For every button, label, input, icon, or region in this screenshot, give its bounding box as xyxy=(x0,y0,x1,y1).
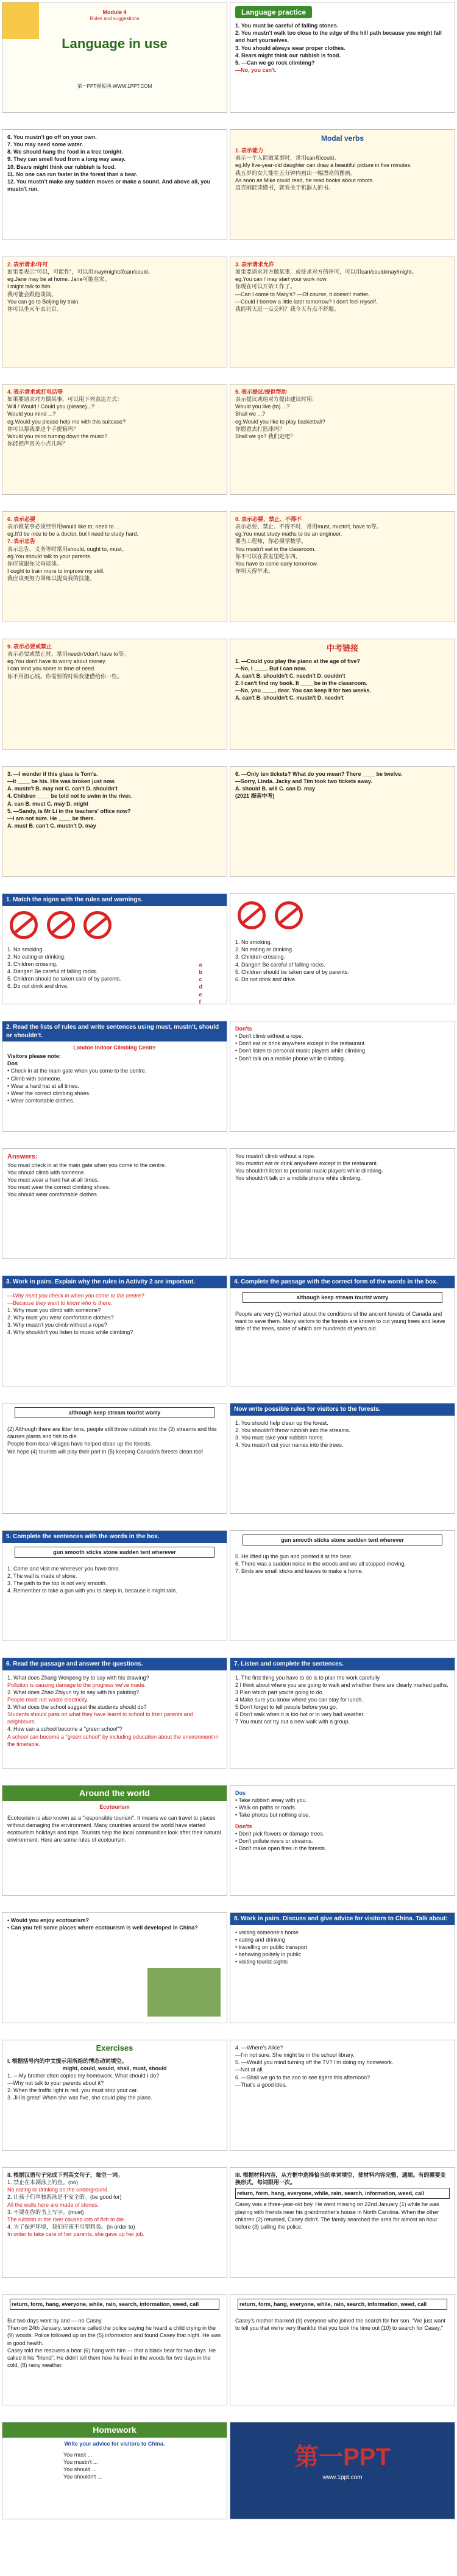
text-line: 3. 表示请求允许 xyxy=(235,261,275,268)
slide-title: Language practice xyxy=(235,6,312,18)
word-box: gun smooth sticks stone sudden tent wherever xyxy=(243,1535,442,1545)
answer-line: You must wear the correct climbing shoes. xyxy=(7,1184,110,1191)
text-line: 3. You should always wear proper clothes. xyxy=(235,44,345,51)
exercise-line: 4. —Where's Alice? xyxy=(235,2045,283,2051)
rule-item: 5. Children should be taken care of by parents. xyxy=(235,968,349,975)
answer-mark: a xyxy=(199,962,202,968)
text-line: 8. We should hang the food in a tree tonight. xyxy=(7,149,123,155)
question-line: 2. Why must you wear comfortable clothes? xyxy=(7,1314,114,1321)
site-credit: 第一PPT模板网-WWW.1PPT.COM xyxy=(77,83,152,89)
text-line: Would you mind ...? xyxy=(7,411,56,417)
word-box: return, form, hang, everyone, while, rain, search, information, weed, call xyxy=(238,2299,447,2310)
slide-permission xyxy=(230,257,455,367)
text-line: 你应该跟你父母谈谈。 xyxy=(7,560,63,567)
slide-title: Around the world xyxy=(2,1786,227,1801)
text-line: A. can't B. shouldn't C. mustn't D. needn't xyxy=(235,695,344,701)
text-line: eg.You should talk to your parents. xyxy=(7,553,92,559)
slide-match-signs xyxy=(2,893,227,1004)
slide-climbing-donts xyxy=(230,1021,455,1132)
rule-item: 4. Danger! Be careful of falling rocks. xyxy=(235,961,325,968)
exercise-line: 4. 为了保护环境，我们应该不用塑料袋。(in order to) xyxy=(7,2223,135,2230)
question-line: 1. Why must you climb with someone? xyxy=(7,1307,101,1313)
text-line: 6. You mustn't go off on your own. xyxy=(7,134,97,140)
answer-mark: e xyxy=(199,991,202,998)
slide-homework xyxy=(2,2422,227,2519)
text-line: 我应该更努力训练以提高我的技能。 xyxy=(7,575,96,582)
text-line: 你不可以在教室里吃东西。 xyxy=(235,553,302,559)
text-line: 如果要请求对方做某事，或征求对方的许可，可以用can/could/may/might。 xyxy=(235,269,417,275)
text-line: A. must B. can't C. mustn't D. may xyxy=(7,822,96,829)
slide-cloze-3 xyxy=(230,2294,455,2405)
text-line: A. mustn't B. may not C. can't D. shouldn't xyxy=(7,786,118,792)
instruction-line: I. 根据括号内的中文提示用所给的情态动词填空。 xyxy=(7,2057,127,2064)
slide-title: 1. Match the signs with the rules and warnings. xyxy=(2,894,227,906)
text-line: 我五岁的女儿能在五分钟内画出一幅漂亮的图画。 xyxy=(235,169,356,176)
text-line: 你明天得早来。 xyxy=(235,567,274,574)
text-line: Would you like (to) ...? xyxy=(235,403,290,410)
answer-line: You must check in at the main gate when you come to the centre. xyxy=(7,1162,166,1168)
text-line: 迈克刚能读懂书，就看关于机器人的书。 xyxy=(235,184,335,191)
slide-title: Homework xyxy=(2,2422,227,2438)
rule-item: • Don't make open fires in the forests. xyxy=(235,1845,327,1851)
rule-item: • Wear a hard hat at all times. xyxy=(7,1082,80,1089)
passage-text: Casey told the rescuers a bear (6) hang with him — that a black bear for two days. He called it his "friend". He didn't tell them how he lived in the woods for two days in the cold, (8) rainy weather. xyxy=(7,2347,216,2368)
exercise-line: 2. 让孩子们单独游泳是不安全的。(be good for) xyxy=(7,2194,122,2201)
answers-title: Answers: xyxy=(7,1153,38,1160)
slide-title: 6. Read the passage and answer the questions. xyxy=(2,1658,227,1670)
text-line: You can go to Beijing by train. xyxy=(7,298,80,305)
answer-line: People must not waste electricity. xyxy=(7,1696,88,1703)
module-label: Module 4 xyxy=(102,9,127,15)
instruction-line: II. 根据汉语句子完成下列英文句子，每空一词。 xyxy=(7,2172,124,2178)
text-line: 9. They can smell food from a long way away. xyxy=(7,156,126,163)
donts-label: Don'ts xyxy=(235,1823,252,1829)
text-line: eg.Would you like to play basketball? xyxy=(235,418,325,425)
rule-item: • Don't listen to personal music players while climbing. xyxy=(235,1048,367,1054)
text-line: I can lend you some in time of need. xyxy=(7,665,96,672)
slide-title xyxy=(2,2,227,113)
topic-item: • visiting someone's home xyxy=(235,1929,299,1936)
passage-text: Casey was a three-year-old boy. He went missing on 22nd January (1) while he was playing with friends near his grandmother's house in North Carolina. When the other children (2) returned, Casey didn't. The family searched the area for almost an hour before (3) calling the police. xyxy=(235,2201,439,2230)
slide-exam-link xyxy=(230,639,455,750)
rule-item: • Don't pollute rivers or streams. xyxy=(235,1837,313,1844)
slide-title: 2. Read the lists of rules and write sentences using must, mustn't, should or shouldn't. xyxy=(2,1021,227,1041)
text-line: 你愿意去打篮球吗？ xyxy=(235,425,285,432)
text-line: —No, you can't. xyxy=(235,67,277,74)
sentence-line: 5. He lifted up the gun and pointed it at the bear. xyxy=(235,1553,353,1560)
text-line: 如果要请求对方做某事，可以用下列表达方式： xyxy=(7,396,123,403)
sentence-line: 4. Remember to take a gun with you to sleep in, because it might rain. xyxy=(7,1588,177,1594)
slide-needn't xyxy=(2,639,227,750)
text-line: 你可以帮我拿这个手提箱吗？ xyxy=(7,425,79,432)
answer-line: You mustn't eat or drink anywhere except in the restaurant. xyxy=(235,1160,378,1167)
prompt-line: You mustn't ... xyxy=(63,2459,98,2466)
text-line: You have to come early tomorrow. xyxy=(235,560,318,567)
answer-line: The rubbish in the river caused lots of fish to die. xyxy=(7,2216,126,2223)
slide-exam-3 xyxy=(230,766,455,877)
question-line: 3. Why mustn't you climb without a rope? xyxy=(7,1322,107,1329)
rule-line: 2. You shouldn't throw rubbish into the streams. xyxy=(235,1427,350,1433)
question-line: 3. What does the school suggest the students should do? xyxy=(7,1704,147,1711)
text-line: 11. No one can run faster in the forest than a bear. xyxy=(7,171,138,177)
passage-text: Casey's mother thanked (9) everyone who joined the search for her son. "We just want to tell you that we're very thankful that you took the time out (10) to search for Casey." xyxy=(235,2318,445,2332)
question-line: • Can you tell some places where ecotourism is well developed in China? xyxy=(7,1925,198,1931)
text-line: 12. You mustn't make any sudden moves or make a sound. And above all, you mustn't run. xyxy=(7,178,211,192)
prompt-line: You should ... xyxy=(63,2466,97,2473)
text-line: 2. You mustn't walk too close to the edge of the hill path because you might fall and hurt yourselves. xyxy=(235,30,442,44)
slide-climbing-rules xyxy=(2,1021,227,1132)
slide-exercises xyxy=(2,2040,227,2151)
text-line: I ought to train more to improve my skill. xyxy=(7,567,105,574)
text-line: 表示忠告，义务等时常用should, ought to, must。 xyxy=(7,545,127,552)
brand-site: www.1ppt.com xyxy=(322,2474,363,2481)
no-smoking-sign-icon xyxy=(10,911,38,939)
slide-explain-rules xyxy=(2,1276,227,1386)
sentence-line: 3. The path to the top is not very smooth. xyxy=(7,1580,107,1586)
section-subtitle: Ecotourism xyxy=(99,1803,130,1810)
rule-item: 4. Danger! Be careful of falling rocks. xyxy=(7,968,97,975)
passage-text: Then on 24th January, someone called the police saying he heard a child crying in the (9) woods. Police followed up on the (5) information and found Casey that night. He was in good health. xyxy=(7,2325,221,2346)
sentence-line: 2 I think about where you are going to walk and whether there are clearly marked paths. xyxy=(235,1681,448,1688)
text-line: A. should B. will C. can D. may xyxy=(235,786,316,792)
slide-title: 8. Work in pairs. Discuss and give advice for visitors to China. Talk about: xyxy=(230,1913,455,1925)
text-line: 6. —Only ten tickets? What do you mean? There ____ be twelve. xyxy=(235,771,403,777)
text-line: eg.My five-year-old daughter can draw a beautiful picture in five minutes. xyxy=(235,162,412,169)
exercise-line: 6. —Shall we go to the zoo to see tigers this afternoon? xyxy=(235,2074,370,2081)
text-line: 7. 表示忠告 xyxy=(7,538,36,545)
prompt-line: You must ... xyxy=(63,2452,93,2458)
centre-name: London Indoor Climbing Centre xyxy=(73,1045,156,1051)
slide-request-phone xyxy=(2,384,227,495)
word-box: although keep stream tourist worry xyxy=(243,1292,442,1303)
text-line: A. can B. must C. may D. might xyxy=(7,800,89,807)
slide-signs-2 xyxy=(230,893,455,1004)
instruction-line: III. 根据材料内容，从方框中选择恰当的单词填空，使材料内容完整，通顺。有的需要变换形式，每词限用一次。 xyxy=(235,2172,446,2186)
rule-item: 5. Children should be taken care of by parents. xyxy=(7,976,121,982)
text-line: 5. 表示提议/提供帮助 xyxy=(235,389,287,395)
text-line: 1. —Could you play the piano at the age of five? xyxy=(235,658,361,664)
word-box: although keep stream tourist worry xyxy=(15,1407,214,1418)
answer-mark: c xyxy=(199,976,202,983)
text-line: 5. —Can we go rock climbing? xyxy=(235,59,315,66)
text-line: 2. 表示请求/许可 xyxy=(7,261,48,268)
slide-cloze xyxy=(230,2167,455,2278)
exercise-line: 3. Jill is great! When she was five, she could play the piano. xyxy=(7,2095,152,2101)
word-box: return, form, hang, everyone, while, rain, search, information, weed, call xyxy=(10,2299,219,2310)
text-line: (2021 海南中考) xyxy=(235,793,275,800)
donts-label: Don'ts xyxy=(235,1026,252,1032)
text-line: —No, you ____, dear. You can keep it for two weeks. xyxy=(235,687,371,694)
answer-line: All the walls here are made of stones. xyxy=(7,2201,99,2208)
passage-text: People are very (1) worried about the conditions of the ancient forests of Canada and want to save them. Many visitors to the forests are known to cut young trees and leave little of the trees, some of which are hundreds of years old. xyxy=(235,1310,445,1332)
answer-line: You shouldn't talk on a mobile phone while climbing. xyxy=(235,1175,362,1182)
topic-item: • visiting tourist sights xyxy=(235,1959,288,1965)
rule-item: 1. No smoking. xyxy=(7,946,44,953)
slide-exercises-2 xyxy=(230,2040,455,2151)
exercise-line: 1. 禁止在本湖泳上钓鱼。(no) xyxy=(7,2179,79,2186)
slide-complete-sentences xyxy=(2,1530,227,1641)
slide-eco-questions xyxy=(2,1912,227,2023)
rule-item: • Take photos but nothing else. xyxy=(235,1812,310,1818)
slide-ppt-brand xyxy=(230,2422,455,2519)
rule-line: 3. You must take your rubbish home. xyxy=(235,1434,325,1441)
topic-item: • behaving politely in public xyxy=(235,1951,302,1957)
slide-around-world xyxy=(2,1785,227,1896)
slide-exam-2 xyxy=(2,766,227,877)
rule-item: • Don't eat or drink anywhere except in the restaurant. xyxy=(235,1040,366,1047)
text-line: 4. Bears might think our rubbish is food. xyxy=(235,52,341,59)
text-line: 3. —I wonder if this glass is Tom's. xyxy=(7,771,98,777)
slide-must xyxy=(230,511,455,622)
text-line: 表示一个人能做某事时，常用can和could。 xyxy=(235,155,340,161)
text-line: eg.Jane may be at home. Jane可能在家。 xyxy=(7,276,110,283)
homework-task: Write your advice for visitors to China. xyxy=(64,2440,165,2447)
text-line: —Could I borrow a little later tomorrow? I don't feel myself. xyxy=(235,298,378,305)
sentence-line: 6 Don't walk when it is too hot or in very bad weather. xyxy=(235,1711,365,1718)
rule-line: 4. You mustn't cut your names into the trees. xyxy=(235,1441,344,1448)
rule-item: 6. Do not drink and drive. xyxy=(235,976,297,982)
slide-title: Exercises xyxy=(96,2043,133,2053)
text-line: A. can't B. shouldn't C. needn't D. couldn't xyxy=(235,672,345,679)
slide-title: 5. Complete the sentences with the words in the box. xyxy=(2,1531,227,1543)
text-line: 你可以坐火车去北京。 xyxy=(7,305,63,312)
answer-line: In order to take care of her parents, she gave up her job. xyxy=(7,2231,145,2238)
slide-sentences xyxy=(2,129,227,240)
slide-answers-2 xyxy=(230,1148,455,1259)
question-line: 4. How can a school become a "green school"? xyxy=(7,1726,122,1733)
rule-item: • Don't climb without a rope. xyxy=(235,1033,303,1040)
slide-cloze-2 xyxy=(2,2294,227,2405)
topic-item: • travelling on public transport xyxy=(235,1943,308,1950)
slide-title: 4. Complete the passage with the correct form of the words in the box. xyxy=(230,1276,455,1288)
example-line: —Because they want to know who is there. xyxy=(7,1299,113,1306)
text-line: I might talk to him. xyxy=(7,283,52,290)
sentence-line: 5 Don't forget to tell people before you go. xyxy=(235,1704,338,1711)
slide-listen-complete xyxy=(230,1658,455,1769)
exercise-line: —I'm not sure. She might be in the school library. xyxy=(235,2052,355,2059)
word-box: return, form, hang, everyone, while, rain, search, information, weed, call xyxy=(235,2188,450,2199)
answer-line: You shouldn't listen to personal music players while climbing. xyxy=(235,1168,383,1174)
passage-text: People from local villages have helped clean up the forests. xyxy=(7,1441,152,1447)
answer-line: Pollution is causing damage to the progress we've made. xyxy=(7,1681,146,1688)
slide-read-passage xyxy=(2,1658,227,1769)
answer-line: Students should pass on what they have learnt in school to their parents and neighbours. xyxy=(7,1711,193,1725)
slide-title: 7. Listen and complete the sentences. xyxy=(230,1658,455,1670)
text-line: —Can I come to Mary's? —Of course, it doesn't matter. xyxy=(235,291,370,297)
question-line: 2. What does Zhao Zhiyun try to say with his painting? xyxy=(7,1689,140,1695)
prompt-line: You shouldn't ... xyxy=(63,2474,102,2480)
text-line: 10. Bears might think our rubbish is food. xyxy=(7,163,116,170)
corner-decoration xyxy=(2,2,39,39)
rule-line: 1. You should help clean up the forest. xyxy=(235,1419,328,1426)
answer-mark: b xyxy=(199,969,202,976)
text-line: 5. —Sandy, is Mr Li in the teachers' office now? xyxy=(7,807,131,814)
text-line: 9. 表示必要或禁止 xyxy=(7,644,52,650)
rule-item: • Walk on paths or roads. xyxy=(235,1804,297,1811)
passage-text: We hope (4) tourists will play their part in (5) keeping Canada's forests clean too! xyxy=(7,1448,204,1455)
text-line: Shall we ...? xyxy=(235,411,266,417)
page-title: Language in use xyxy=(62,35,168,51)
text-line: —No, I ____. But I can now. xyxy=(235,665,306,672)
slide-answers xyxy=(2,1148,227,1259)
text-line: —I am not sure. He ____ be there. xyxy=(7,815,96,821)
slide-language-practice xyxy=(230,2,455,113)
text-line: 表示做某事必须经常用would like to; need to ... xyxy=(7,523,120,530)
slide-title: 3. Work in pairs. Explain why the rules in Activity 2 are important. xyxy=(2,1276,227,1288)
exercise-line: 1. —My brother often copies my homework. What should I do? xyxy=(7,2072,160,2079)
exercise-line: —Not at all. xyxy=(235,2067,264,2073)
slide-title: Now write possible rules for visitors to the forests. xyxy=(230,1403,455,1416)
word-list: might, could, would, shall, must, should xyxy=(62,2065,167,2071)
sentence-line: 4 Make sure you know where you can stay for lunch. xyxy=(235,1696,363,1703)
topic-item: • eating and drinking xyxy=(235,1936,285,1943)
sentence-line: 7. Birds are small sticks and leaves to make a home. xyxy=(235,1568,364,1575)
answer-line: You must wear a hard hat at all times. xyxy=(7,1177,99,1183)
word-box: gun smooth sticks stone sudden tent wherever xyxy=(15,1547,214,1558)
text-line: 你现在可以开始工作了。 xyxy=(235,283,296,290)
text-line: —Sorry, Linda. Jacky and Tim took two tickets away. xyxy=(235,778,372,785)
slide-modal-verbs xyxy=(230,129,455,240)
passage-text: (2) Although there are litter bins, people still throw rubbish into the (3) streams and this causes plants and fish to die. xyxy=(7,1426,217,1440)
slide-forest-rules xyxy=(230,1403,455,1514)
text-line: Will / Would / Could you (please)...? xyxy=(7,403,94,410)
text-line: eg.You must study maths to be an engineer. xyxy=(235,531,342,538)
slide-title: 中考链接 xyxy=(326,644,358,653)
exercise-line: —Why not talk to your parents about it? xyxy=(7,2079,104,2086)
text-line: Would you mind turning down the music? xyxy=(7,433,108,439)
slide-request xyxy=(2,257,227,367)
warning-sign-icon xyxy=(238,901,266,929)
text-line: 4. Children ____ be told not to swim in the river. xyxy=(7,793,132,800)
slide-eco-rules xyxy=(230,1785,455,1896)
text-line: 你不用担心钱。你需要的时候我能借给你一些。 xyxy=(7,673,123,679)
children-crossing-sign-icon xyxy=(275,901,303,929)
text-line: 表示提议或给对方提出建议时用: xyxy=(235,396,314,403)
rule-item: • Don't talk on a mobile phone while climbing. xyxy=(235,1055,345,1062)
rule-item: • Wear the correct climbing shoes. xyxy=(7,1090,91,1096)
text-line: 我可能会跟他谈谈。 xyxy=(7,291,57,297)
slide-pair-discussion xyxy=(230,1912,455,2023)
text-line: 8. 表示必要、禁止、不得不 xyxy=(235,516,302,522)
text-line: You mustn't eat in the classroom. xyxy=(235,545,316,552)
rule-item: • Don't pick flowers or damage trees. xyxy=(235,1830,325,1837)
exercise-line: 5. —Would you mind turning off the TV? I'm doing my homework. xyxy=(235,2059,394,2066)
text-line: 表示必要、禁止、不得不时，常用must, mustn't, have to等。 xyxy=(235,523,382,530)
text-line: 1. 表示能力 xyxy=(235,147,264,154)
rule-item: • Check in at the main gate when you come to the centre. xyxy=(7,1068,147,1074)
slide-translation xyxy=(2,2167,227,2278)
text-line: 要当工程师，你必须学数学。 xyxy=(235,538,307,545)
passage-text: But two days went by and — no Casey. xyxy=(7,2318,103,2324)
text-line: eg.Would you please help me with this suitcase? xyxy=(7,418,126,425)
answer-line: A school can become a "green school" by including education about the environment in the timetable. xyxy=(7,1733,219,1747)
rule-item: 3. Children crossing. xyxy=(7,960,58,967)
rule-item: 3. Children crossing. xyxy=(235,954,286,960)
no-eating-sign-icon xyxy=(83,911,112,939)
sentence-line: 1. Come and visit me wherever you have time. xyxy=(7,1565,121,1572)
exercise-line: 2. When the traffic light is red, you must stop your car. xyxy=(7,2087,138,2094)
slide-necessity xyxy=(2,511,227,622)
rule-item: • Wear comfortable clothes. xyxy=(7,1097,75,1104)
text-line: eg.You can / may start your work now. xyxy=(235,276,328,283)
slide-sentences-2 xyxy=(230,1530,455,1641)
text-line: 1. You must be careful of falling stones. xyxy=(235,23,339,29)
text-line: 4. 表示请求或打电话等 xyxy=(7,389,63,395)
question-line: 1. What does Zhang Wenpeng try to say with his drawing? xyxy=(7,1674,149,1681)
exercise-line: 3. 不要在你的书上写字。(must) xyxy=(7,2209,84,2215)
module-sub: Rules and suggestions xyxy=(90,16,140,22)
answer-line: You should climb with someone. xyxy=(7,1169,86,1176)
slide-offer xyxy=(230,384,455,495)
text-line: eg.It'd be nice to be a doctor, but I need to study hard. xyxy=(7,531,138,538)
question-line: 4. Why shouldn't you listen to music while climbing? xyxy=(7,1329,133,1336)
text-line: 如果要表示"可以，可能性"，可以用may/might或can/could。 xyxy=(7,269,154,275)
sentence-line: 1. The first thing you have to do is to plan the work carefully. xyxy=(235,1674,381,1681)
ppt-logo: 第一PPT xyxy=(294,2444,391,2471)
notice-label: Visitors please note: xyxy=(7,1053,61,1060)
sentence-line: 2. The wall is made of stone. xyxy=(7,1572,77,1579)
answer-mark: d xyxy=(199,984,202,990)
answer-mark: f xyxy=(199,998,201,1004)
exercise-line: —That's a good idea. xyxy=(235,2081,288,2088)
dos-label: Dos xyxy=(235,1790,246,1796)
text-line: 我能明天迟一点交吗？我今天有点不舒服。 xyxy=(235,305,340,312)
answer-line: You should wear comfortable clothes. xyxy=(7,1191,99,1198)
answer-line: You mustn't climb without a rope. xyxy=(235,1153,316,1159)
text-line: Shall we go? 我们走吧？ xyxy=(235,433,296,439)
text-line: 表示必要或禁止时，常用needn't/don't have to等。 xyxy=(7,651,130,658)
rule-item: 6. Do not drink and drive. xyxy=(7,983,69,990)
text-line: 你能把声音关小点儿吗？ xyxy=(7,440,68,447)
text-line: —It ____ be his. His was broken just now. xyxy=(7,778,116,785)
example-line: —Why must you check in when you come to the centre? xyxy=(7,1292,144,1299)
answer-line: No eating or drinking on the underground. xyxy=(7,2187,109,2193)
sentence-line: 7 You must not try out a new walk with a group. xyxy=(235,1719,350,1725)
rule-item: 2. No eating or drinking. xyxy=(235,946,294,953)
text-line: 2. I can't find my book. It ____ be in the classroom. xyxy=(235,679,367,686)
rule-item: • Climb with someone. xyxy=(7,1075,62,1082)
landscape-image xyxy=(147,1968,221,2017)
text-line: 7. You may need some water. xyxy=(7,141,83,148)
no-drinking-sign-icon xyxy=(47,911,75,939)
sentence-line: 6. There was a sudden noise in the woods and we all stopped moving. xyxy=(235,1561,406,1567)
passage-text: Ecotourism is also known as a "responsible tourism". It means we can travel to places without damaging the environment. Many countries around the world have started ecotourism holidays and trips. Tourists help the local communities look after their natural environment. Here are some rules of ecotourism. xyxy=(7,1815,221,1843)
slide-title: Modal verbs xyxy=(321,134,364,143)
text-line: 6. 表示必要 xyxy=(7,516,36,522)
text-line: As soon as Mike could read, he read books about robots. xyxy=(235,177,374,183)
question-line: • Would you enjoy ecotourism? xyxy=(7,1917,89,1923)
sentence-line: 3 Plan which part you're going to do. xyxy=(235,1689,324,1695)
rule-item: 2. No eating or drinking. xyxy=(7,953,66,960)
dos-label: Dos xyxy=(7,1060,18,1067)
rule-item: • Take rubbish away with you. xyxy=(235,1797,308,1804)
slide-passage-2 xyxy=(2,1403,227,1514)
rule-item: 1. No smoking. xyxy=(235,939,272,946)
slide-complete-passage xyxy=(230,1276,455,1386)
text-line: eg.You don't have to worry about money. xyxy=(7,658,107,665)
